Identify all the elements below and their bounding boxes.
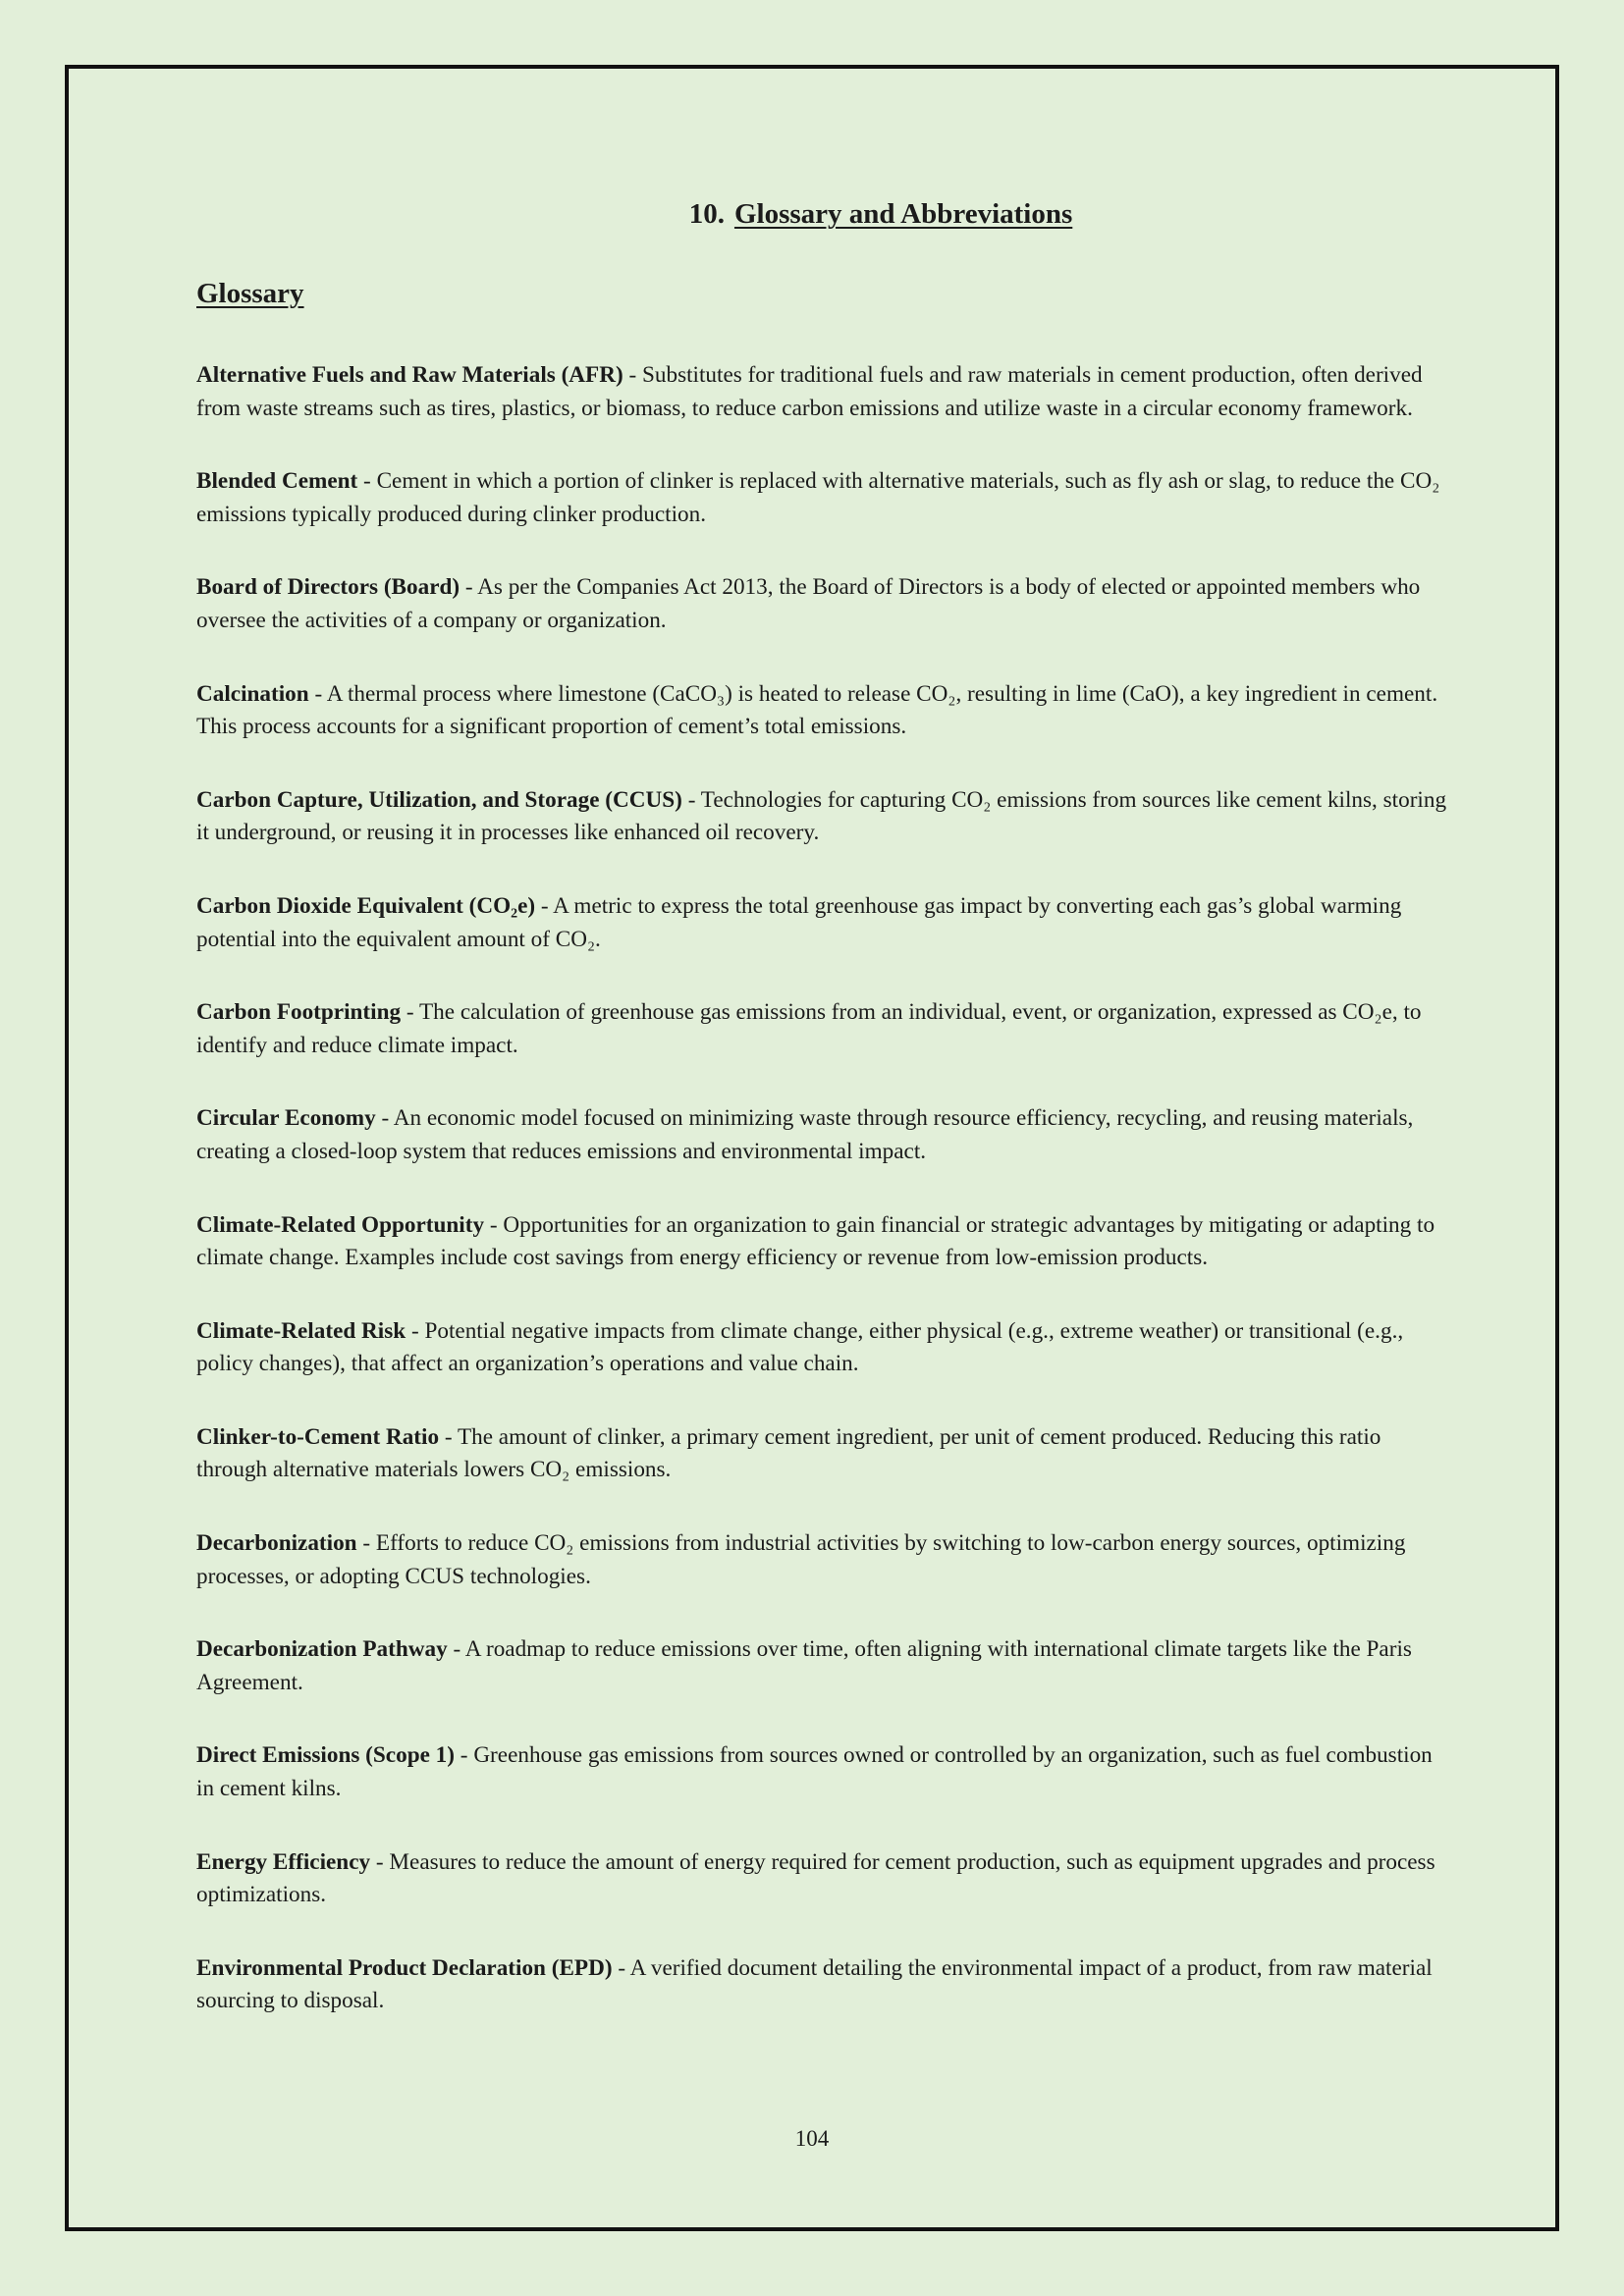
glossary-definition: - An economic model focused on minimizing waste through resource efficiency, recycling, and reusing materials, creating a closed-loop system that reduces emissions and environmental impact. (196, 1105, 1414, 1164)
glossary-definition: - A roadmap to reduce emissions over time, often aligning with international climate targets like the Paris Agreement. (196, 1636, 1412, 1695)
glossary-entry (196, 1952, 1448, 2018)
glossary-term: Environmental Product Declaration (EPD) (196, 1954, 613, 1981)
glossary-definition: - Greenhouse gas emissions from sources owned or controlled by an organization, such as fuel combustion in cement kilns. (196, 1742, 1433, 1802)
glossary-entry (196, 1846, 1448, 1912)
glossary-term: Decarbonization Pathway (196, 1636, 448, 1663)
glossary-list (196, 359, 1448, 2058)
glossary-entry (196, 996, 1448, 1062)
page-number: 104 (794, 2126, 830, 2151)
glossary-definition: - Substitutes for traditional fuels and raw materials in cement production, often derived from waste streams such as tires, plastics, or biomass, to reduce carbon emissions and utilize waste in a circular economy framework. (196, 362, 1423, 421)
glossary-term: Circular Economy (196, 1105, 376, 1132)
glossary-definition: - A metric to express the total greenhouse gas impact by converting each gas’s global warming potential into the equivalent amount of CO₂. (196, 892, 1402, 952)
glossary-definition: - The calculation of greenhouse gas emissions from an individual, event, or organization, expressed as CO₂e, to identify and reduce climate impact. (196, 999, 1422, 1058)
glossary-term: Calcination (196, 680, 309, 707)
glossary-entry (196, 1527, 1448, 1593)
glossary-entry (196, 1315, 1448, 1381)
glossary-definition: - Measures to reduce the amount of energy required for cement production, such as equipment upgrades and process optimizations. (196, 1848, 1435, 1908)
glossary-term: Energy Efficiency (196, 1848, 371, 1875)
glossary-entry (196, 1421, 1448, 1487)
section-title-text: Glossary and Abbreviations (733, 198, 1073, 230)
glossary-entry (196, 678, 1448, 744)
glossary-term: Clinker-to-Cement Ratio (196, 1423, 440, 1450)
glossary-definition: - Cement in which a portion of clinker is replaced with alternative materials, such as fly ash or slag, to reduce the CO₂ emissions typically produced during clinker production. (196, 468, 1440, 527)
glossary-entry (196, 890, 1448, 956)
section-title (0, 196, 1624, 232)
glossary-term: Climate-Related Opportunity (196, 1211, 485, 1238)
glossary-entry (196, 1739, 1448, 1805)
glossary-definition: - The amount of clinker, a primary cement ingredient, per unit of cement produced. Reducing this ratio through alternative materials lowers CO₂ emissions. (196, 1423, 1381, 1483)
glossary-definition: - A verified document detailing the environmental impact of a product, from raw material sourcing to disposal. (196, 1954, 1433, 2014)
glossary-subheading: Glossary (196, 278, 304, 309)
glossary-entry (196, 1209, 1448, 1275)
glossary-definition: - As per the Companies Act 2013, the Board of Directors is a body of elected or appointed members who oversee the activities of a company or organization. (196, 574, 1421, 633)
glossary-term: Carbon Capture, Utilization, and Storage (CCUS) (196, 786, 682, 813)
glossary-definition: - Technologies for capturing CO₂ emissions from sources like cement kilns, storing it underground, or reusing it in processes like enhanced oil recovery. (196, 786, 1447, 846)
glossary-definition: - Potential negative impacts from climate change, either physical (e.g., extreme weather) or transitional (e.g., policy changes), that affect an organization’s operations and value chain. (196, 1317, 1404, 1377)
glossary-term: Carbon Footprinting (196, 999, 402, 1026)
glossary-definition: - A thermal process where limestone (CaCO₃) is heated to release CO₂, resulting in lime (CaO), a key ingredient in cement. This process accounts for a significant proportion of cement’s total emissions. (196, 680, 1438, 740)
glossary-definition: - Opportunities for an organization to gain financial or strategic advantages by mitigating or adapting to climate change. Examples include cost savings from energy efficiency or revenue from low-emission products. (196, 1211, 1435, 1271)
glossary-entry (196, 1633, 1448, 1699)
glossary-entry (196, 784, 1448, 850)
glossary-entry (196, 1102, 1448, 1168)
glossary-term: Decarbonization (196, 1530, 357, 1557)
glossary-term: Climate-Related Risk (196, 1317, 406, 1344)
glossary-term: Blended Cement (196, 468, 358, 495)
glossary-entry (196, 571, 1448, 637)
glossary-entry (196, 359, 1448, 425)
glossary-term: Alternative Fuels and Raw Materials (AFR) (196, 362, 623, 388)
glossary-term: Carbon Dioxide Equivalent (CO₂e) (196, 892, 536, 919)
glossary-term: Board of Directors (Board) (196, 574, 460, 601)
section-number: 10. (688, 198, 725, 230)
glossary-entry (196, 465, 1448, 531)
glossary-definition: - Efforts to reduce CO₂ emissions from industrial activities by switching to low-carbon energy sources, optimizing processes, or adopting CCUS technologies. (196, 1530, 1406, 1589)
glossary-term: Direct Emissions (Scope 1) (196, 1742, 455, 1769)
